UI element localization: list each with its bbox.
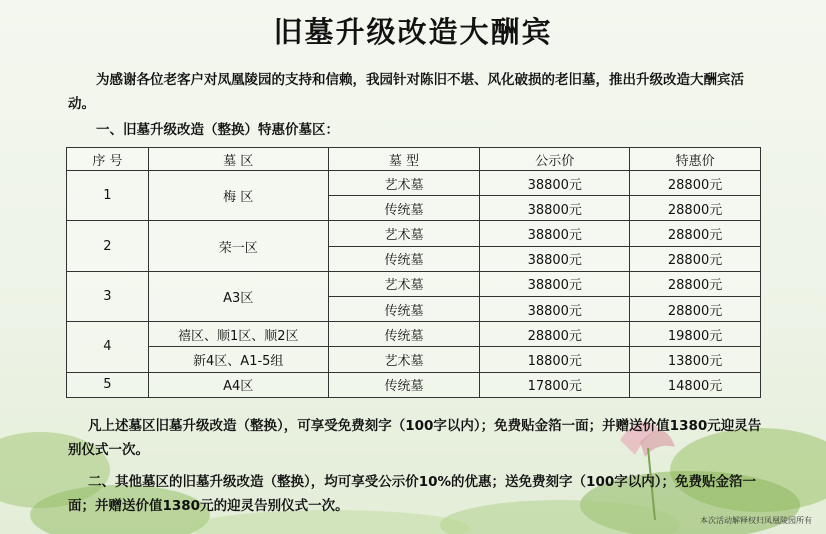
row-zone: 梅 区 bbox=[148, 171, 328, 221]
header-special-price: 特惠价 bbox=[630, 148, 761, 171]
row-zone: A4区 bbox=[148, 372, 328, 397]
row-type: 艺术墓 bbox=[328, 171, 480, 196]
row-type: 传统墓 bbox=[328, 196, 480, 221]
row-zone: 荣一区 bbox=[148, 221, 328, 271]
row-zone: A3区 bbox=[148, 271, 328, 321]
row-zone: 禧区、顺1区、顺2区 bbox=[148, 322, 328, 347]
row-public-price: 18800元 bbox=[480, 347, 630, 372]
row-public-price: 38800元 bbox=[480, 171, 630, 196]
header-no: 序 号 bbox=[67, 148, 149, 171]
row-type: 传统墓 bbox=[328, 322, 480, 347]
header-public-price: 公示价 bbox=[480, 148, 630, 171]
row-public-price: 38800元 bbox=[480, 271, 630, 296]
row-public-price: 38800元 bbox=[480, 296, 630, 321]
page-title: 旧墓升级改造大酬宾 bbox=[273, 15, 553, 49]
row-special-price: 28800元 bbox=[630, 271, 761, 296]
table-row bbox=[67, 221, 761, 246]
row-zone-line2: 新4区、A1-5组 bbox=[148, 347, 328, 372]
row-special-price: 28800元 bbox=[630, 171, 761, 196]
table-row bbox=[67, 171, 761, 196]
row-special-price: 13800元 bbox=[630, 347, 761, 372]
row-no: 5 bbox=[67, 372, 149, 397]
price-table bbox=[66, 147, 761, 398]
row-special-price: 28800元 bbox=[630, 221, 761, 246]
note-paragraph-1: 凡上述墓区旧墓升级改造（整换），可享受免费刻字（100字以内）；免费贴金箔一面；并赠送价值1380元迎灵告别仪式一次。 bbox=[68, 418, 762, 458]
row-type: 艺术墓 bbox=[328, 347, 480, 372]
row-public-price: 38800元 bbox=[480, 246, 630, 271]
row-special-price: 28800元 bbox=[630, 196, 761, 221]
table-row bbox=[67, 347, 761, 372]
row-no: 1 bbox=[67, 171, 149, 221]
row-special-price: 28800元 bbox=[630, 296, 761, 321]
row-no: 3 bbox=[67, 271, 149, 321]
table-row bbox=[67, 322, 761, 347]
row-special-price: 19800元 bbox=[630, 322, 761, 347]
table-row bbox=[67, 271, 761, 296]
intro-paragraph: 为感谢各位老客户对凤凰陵园的支持和信赖，我园针对陈旧不堪、风化破损的老旧墓，推出升级改造大酬宾活动。 bbox=[68, 72, 744, 112]
row-no: 4 bbox=[67, 322, 149, 372]
row-type: 传统墓 bbox=[328, 296, 480, 321]
header-type: 墓 型 bbox=[328, 148, 480, 171]
row-type: 艺术墓 bbox=[328, 271, 480, 296]
row-public-price: 38800元 bbox=[480, 221, 630, 246]
row-type: 传统墓 bbox=[328, 246, 480, 271]
row-public-price: 38800元 bbox=[480, 196, 630, 221]
table-row bbox=[67, 372, 761, 397]
header-zone: 墓 区 bbox=[148, 148, 328, 171]
row-no: 2 bbox=[67, 221, 149, 271]
note-paragraph-2: 二、其他墓区的旧墓升级改造（整换），均可享受公示价10%的优惠；送免费刻字（100字以内）；免费贴金箔一面；并赠送价值1380元的迎灵告别仪式一次。 bbox=[68, 474, 756, 514]
row-special-price: 28800元 bbox=[630, 246, 761, 271]
row-type: 艺术墓 bbox=[328, 221, 480, 246]
table-header-row bbox=[67, 148, 761, 171]
row-public-price: 17800元 bbox=[480, 372, 630, 397]
section1-heading: 一、旧墓升级改造（整换）特惠价墓区： bbox=[96, 122, 339, 138]
footer-note: 本次活动解释权归凤凰陵园所有 bbox=[700, 516, 812, 525]
row-type: 传统墓 bbox=[328, 372, 480, 397]
row-public-price: 28800元 bbox=[480, 322, 630, 347]
row-special-price: 14800元 bbox=[630, 372, 761, 397]
